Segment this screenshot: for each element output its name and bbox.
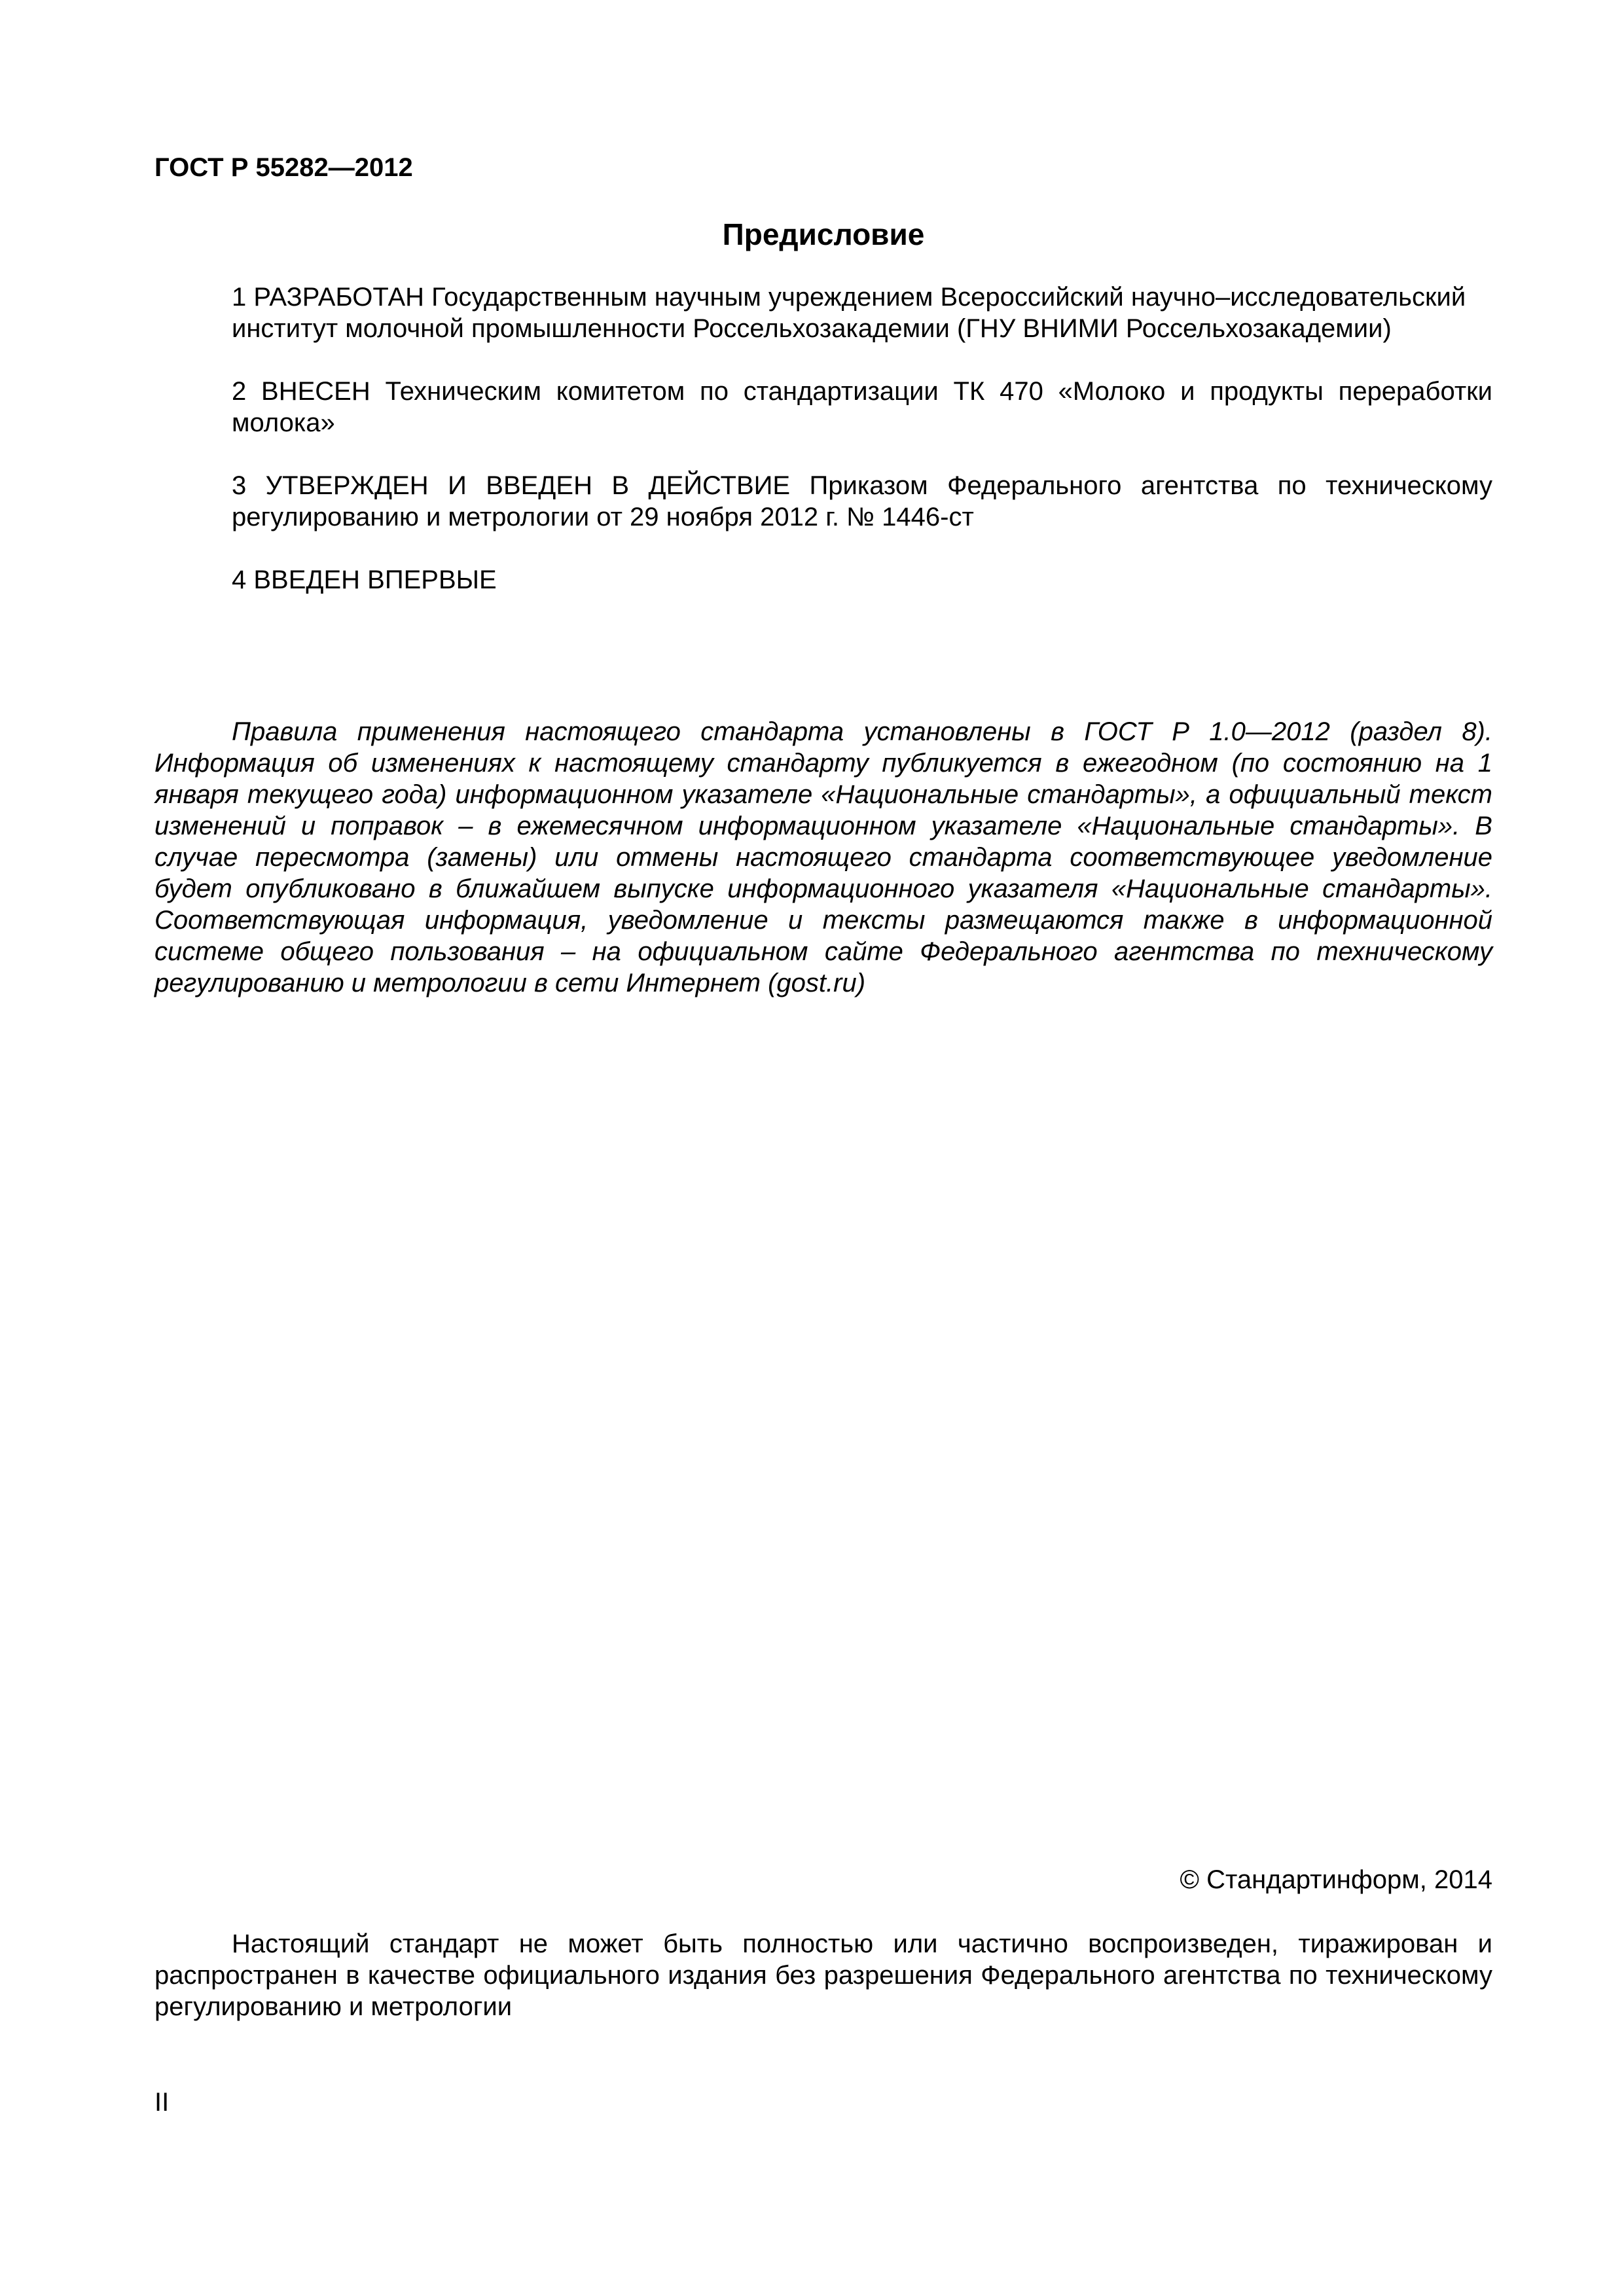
- document-code: ГОСТ Р 55282—2012: [154, 153, 413, 182]
- copyright-line: © Стандартинформ, 2014: [1180, 1865, 1492, 1894]
- rules-paragraph: Правила применения настоящего стандарта установлены в ГОСТ Р 1.0—2012 (раздел 8). Информация об изменениях к настоящему стандарту публикуется в ежегодном (по состоянию на 1 января текущего года) информационном указателе «Национальные стандарты», а официальный текст изменений и поправок – в ежемесячном информационном указателе «Национальные стандарты». В случае пересмотра (замены) или отмены настоящего стандарта соответствующее уведомление будет опубликовано в ближайшем выпуске информационного указателя «Национальные стандарты». Соответствующая информация, уведомление и тексты размещаются также в информационной системе общего пользования – на официальном сайте Федерального агентства по техническому регулированию и метрологии в сети Интернет (gost.ru): [154, 717, 1492, 997]
- page-number: II: [154, 2088, 170, 2117]
- foreword-item-developed: 1 РАЗРАБОТАН Государственным научным учреждением Всероссийский научно–исследовательский институт молочной промышленности Россельхозакадемии (ГНУ ВНИМИ Россельхозакадемии): [232, 283, 1466, 343]
- foreword-item-submitted: 2 ВНЕСЕН Техническим комитетом по стандартизации ТК 470 «Молоко и продукты переработки молока»: [232, 377, 1492, 437]
- foreword-item-introduced: 4 ВВЕДЕН ВПЕРВЫЕ: [232, 565, 497, 594]
- copyright-notice: Настоящий стандарт не может быть полностью или частично воспроизведен, тиражирован и распространен в качестве официального издания без разрешения Федерального агентства по техническому регулированию и метрологии: [154, 1929, 1492, 2021]
- foreword-items: [232, 281, 1492, 627]
- page-title: Предисловие: [722, 217, 925, 251]
- foreword-item-approved: 3 УТВЕРЖДЕН И ВВЕДЕН В ДЕЙСТВИЕ Приказом Федерального агентства по техническому регулированию и метрологии от 29 ноября 2012 г. № 1446-ст: [232, 471, 1492, 531]
